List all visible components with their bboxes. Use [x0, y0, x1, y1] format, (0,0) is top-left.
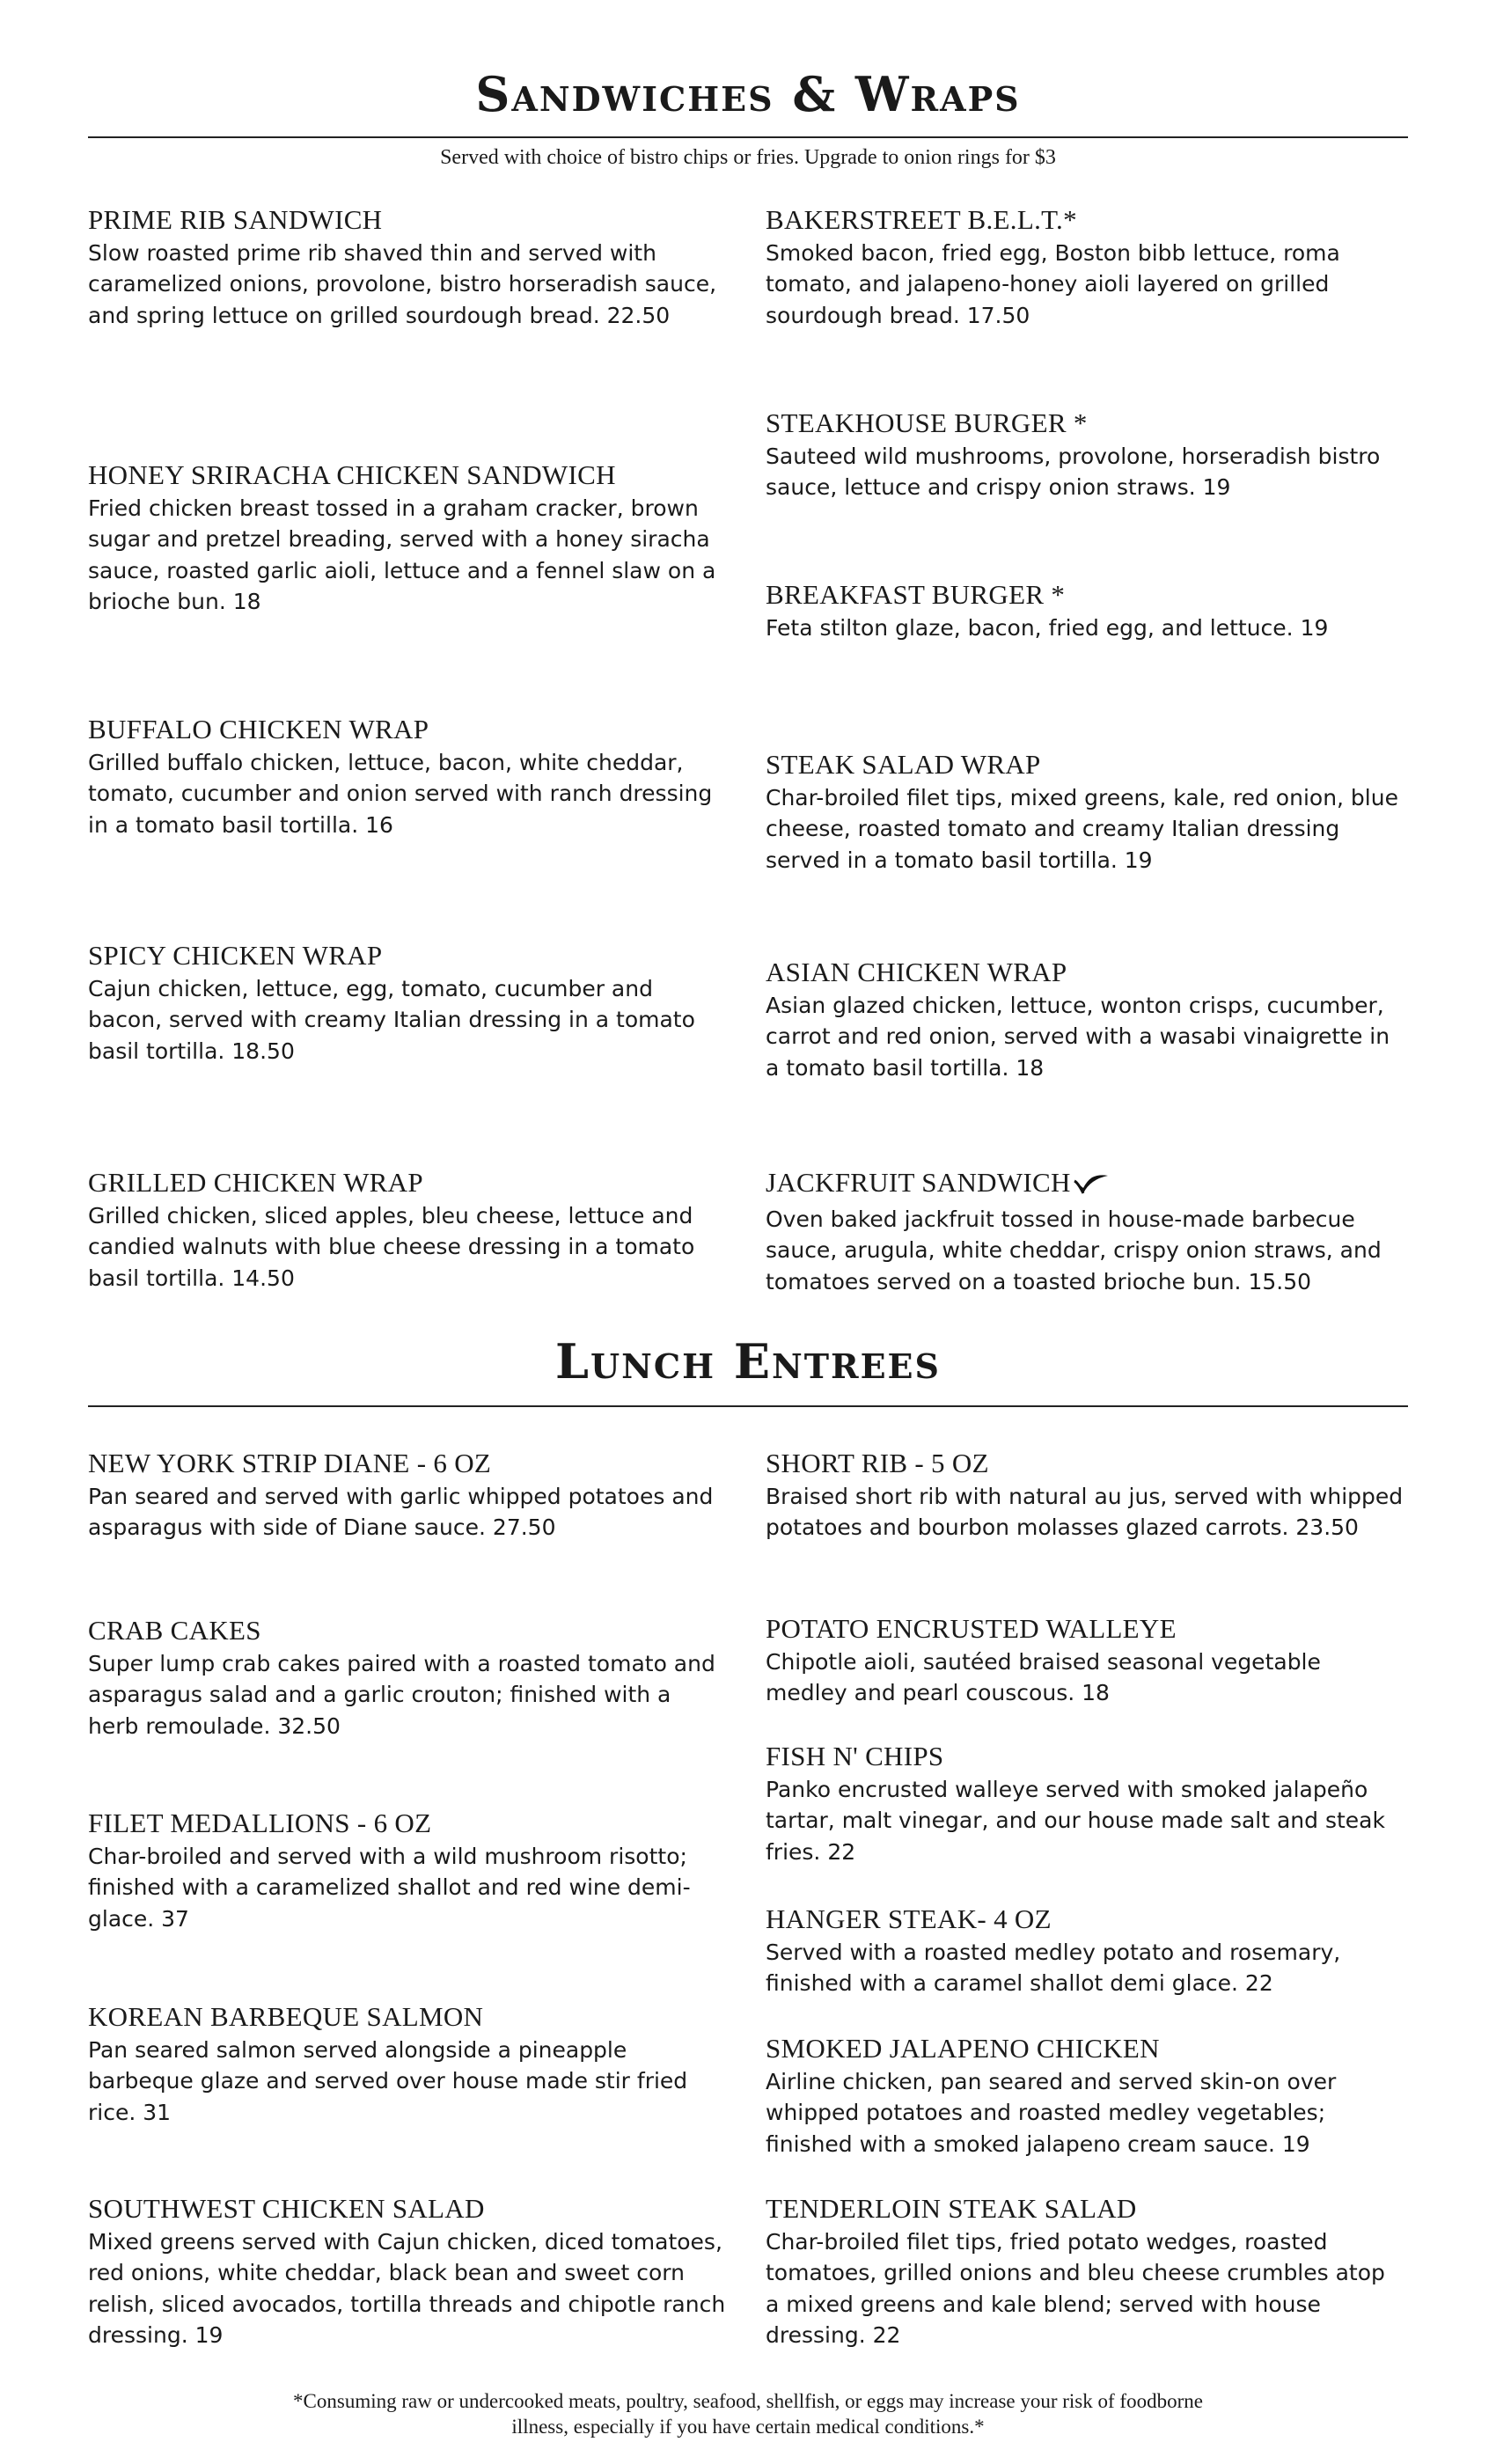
item-description: Mixed greens served with Cajun chicken, diced tomatoes, red onions, white cheddar, black bean and sweet corn relish, sliced avocados, tortilla threads and chipotle ranch dressing. 19 — [88, 2228, 726, 2349]
menu-item-crab-cakes — [88, 1615, 726, 1742]
item-description: Panko encrusted walleye served with smoked jalapeño tartar, malt vinegar, and our house made salt and steak fries. 22 — [766, 1776, 1385, 1865]
item-description: Chipotle aioli, sautéed braised seasonal vegetable medley and pearl couscous. 18 — [766, 1648, 1321, 1706]
item-description: Asian glazed chicken, lettuce, wonton crisps, cucumber, carrot and red onion, served with a wasabi vinaigrette in a tomato basil tortilla. 18 — [766, 992, 1390, 1081]
item-description: Served with a roasted medley potato and rosemary, finished with a caramel shallot demi glace. 22 — [766, 1939, 1341, 1997]
menu-item-asian-chicken-wrap — [766, 957, 1404, 1083]
menu-item-filet-medallions — [88, 1808, 726, 1934]
menu-item-grilled-chicken-wrap — [88, 1167, 726, 1294]
menu-item-bakerstreet-belt — [766, 204, 1404, 331]
menu-item-prime-rib-sandwich — [88, 204, 726, 331]
item-description: Slow roasted prime rib shaved thin and served with caramelized onions, provolone, bistro horseradish sauce, and spring lettuce on grilled sourdough bread. 22.50 — [88, 239, 717, 328]
item-description: Smoked bacon, fried egg, Boston bibb lettuce, roma tomato, and jalapeno-honey aioli layered on grilled sourdough bread. 17.50 — [766, 239, 1340, 328]
item-name: STEAK SALAD WRAP — [766, 749, 1041, 780]
menu-item-southwest-chicken-salad — [88, 2193, 726, 2351]
item-name: TENDERLOIN STEAK SALAD — [766, 2193, 1137, 2224]
menu-item-korean-barbeque-salmon — [88, 2001, 726, 2128]
item-name: ASIAN CHICKEN WRAP — [766, 957, 1067, 987]
menu-item-short-rib — [766, 1448, 1404, 1544]
menu-item-buffalo-chicken-wrap — [88, 714, 726, 840]
item-description: Fried chicken breast tossed in a graham cracker, brown sugar and pretzel breading, served with a honey siracha sauce, roasted garlic aioli, lettuce and a fennel slaw on a brioche bun. 18 — [88, 495, 716, 615]
item-name: SOUTHWEST CHICKEN SALAD — [88, 2193, 485, 2224]
item-name: HANGER STEAK- 4 OZ — [766, 1903, 1052, 1934]
item-name: SPICY CHICKEN WRAP — [88, 940, 383, 971]
menu-item-potato-encrusted-walleye — [766, 1613, 1404, 1709]
item-name: PRIME RIB SANDWICH — [88, 204, 383, 235]
item-name — [766, 1167, 1404, 1202]
entrees-divider — [88, 1405, 1408, 1407]
item-name: BREAKFAST BURGER * — [766, 579, 1066, 610]
item-name-text: JACKFRUIT SANDWICH — [766, 1167, 1071, 1198]
item-description: Grilled buffalo chicken, lettuce, bacon, white cheddar, tomato, cucumber and onion served with ranch dressing in a tomato basil tortilla. 16 — [88, 749, 713, 838]
item-description: Braised short rib with natural au jus, served with whipped potatoes and bourbon molasses glazed carrots. 23.50 — [766, 1483, 1404, 1541]
menu-item-steakhouse-burger — [766, 407, 1404, 503]
item-name: GRILLED CHICKEN WRAP — [88, 1167, 423, 1198]
item-name: POTATO ENCRUSTED WALLEYE — [766, 1613, 1177, 1644]
item-name: NEW YORK STRIP DIANE - 6 OZ — [88, 1448, 492, 1478]
menu-item-breakfast-burger — [766, 579, 1404, 643]
item-description: Cajun chicken, lettuce, egg, tomato, cucumber and bacon, served with creamy Italian dressing in a tomato basil tortilla. 18.50 — [88, 975, 695, 1064]
entrees-title: Lunch Entrees — [555, 1333, 941, 1390]
footnote-line-1: *Consuming raw or undercooked meats, poultry, seafood, shellfish, or eggs may increase your risk of foodborne — [293, 2390, 1203, 2412]
sandwiches-subtitle: Served with choice of bistro chips or fries. Upgrade to onion rings for $3 — [440, 146, 1056, 169]
footnote-line-2: illness, especially if you have certain medical conditions.* — [511, 2415, 985, 2438]
item-name: BUFFALO CHICKEN WRAP — [88, 714, 429, 744]
item-name: CRAB CAKES — [88, 1615, 261, 1646]
item-name: SMOKED JALAPENO CHICKEN — [766, 2033, 1160, 2064]
item-description: Sauteed wild mushrooms, provolone, horseradish bistro sauce, lettuce and crispy onion straws. 19 — [766, 443, 1381, 501]
menu-item-new-york-strip-diane — [88, 1448, 726, 1544]
menu-item-jackfruit-sandwich — [766, 1167, 1404, 1297]
item-description: Char-broiled filet tips, mixed greens, kale, red onion, blue cheese, roasted tomato and creamy Italian dressing served in a tomato basil tortilla. 19 — [766, 784, 1398, 873]
item-name: STEAKHOUSE BURGER * — [766, 407, 1088, 438]
sandwiches-title: Sandwiches & Wraps — [475, 66, 1021, 122]
item-name: FISH N' CHIPS — [766, 1741, 944, 1771]
sandwiches-divider — [88, 136, 1408, 138]
item-description: Grilled chicken, sliced apples, bleu cheese, lettuce and candied walnuts with blue cheese dressing in a tomato basil tortilla. 14.50 — [88, 1202, 695, 1291]
item-description: Oven baked jackfruit tossed in house-made barbecue sauce, arugula, white cheddar, crispy onion straws, and tomatoes served on a toasted brioche bun. 15.50 — [766, 1206, 1382, 1294]
item-description: Airline chicken, pan seared and served skin-on over whipped potatoes and roasted medley vegetables; finished with a smoked jalapeno cream sauce. 19 — [766, 2068, 1337, 2157]
menu-item-steak-salad-wrap — [766, 749, 1404, 876]
consumer-advisory-footnote — [0, 2389, 1496, 2440]
item-description: Pan seared and served with garlic whipped potatoes and asparagus with side of Diane sauce. 27.50 — [88, 1483, 714, 1541]
item-name: FILET MEDALLIONS - 6 OZ — [88, 1808, 432, 1838]
menu-item-smoked-jalapeno-chicken — [766, 2033, 1404, 2160]
menu-item-hanger-steak — [766, 1903, 1404, 1999]
item-description: Super lump crab cakes paired with a roasted tomato and asparagus salad and a garlic crouton; finished with a herb remoulade. 32.50 — [88, 1650, 715, 1739]
menu-item-honey-sriracha-chicken-sandwich — [88, 459, 726, 618]
item-description: Feta stilton glaze, bacon, fried egg, and lettuce. 19 — [766, 614, 1329, 641]
item-description: Char-broiled filet tips, fried potato wedges, roasted tomatoes, grilled onions and bleu cheese crumbles atop a mixed greens and kale blend; served with house dressing. 22 — [766, 2228, 1385, 2349]
menu-item-fish-n-chips — [766, 1741, 1404, 1867]
item-name: SHORT RIB - 5 OZ — [766, 1448, 989, 1478]
item-description: Pan seared salmon served alongside a pineapple barbeque glaze and served over house made stir fried rice. 31 — [88, 2036, 688, 2125]
vegan-leaf-icon — [1073, 1170, 1110, 1202]
item-name: KOREAN BARBEQUE SALMON — [88, 2001, 484, 2032]
item-name: BAKERSTREET B.E.L.T.* — [766, 204, 1077, 235]
menu-item-spicy-chicken-wrap — [88, 940, 726, 1067]
item-name: HONEY SRIRACHA CHICKEN SANDWICH — [88, 459, 616, 490]
item-description: Char-broiled and served with a wild mushroom risotto; finished with a caramelized shallot and red wine demi-glace. 37 — [88, 1843, 691, 1932]
menu-item-tenderloin-steak-salad — [766, 2193, 1404, 2351]
